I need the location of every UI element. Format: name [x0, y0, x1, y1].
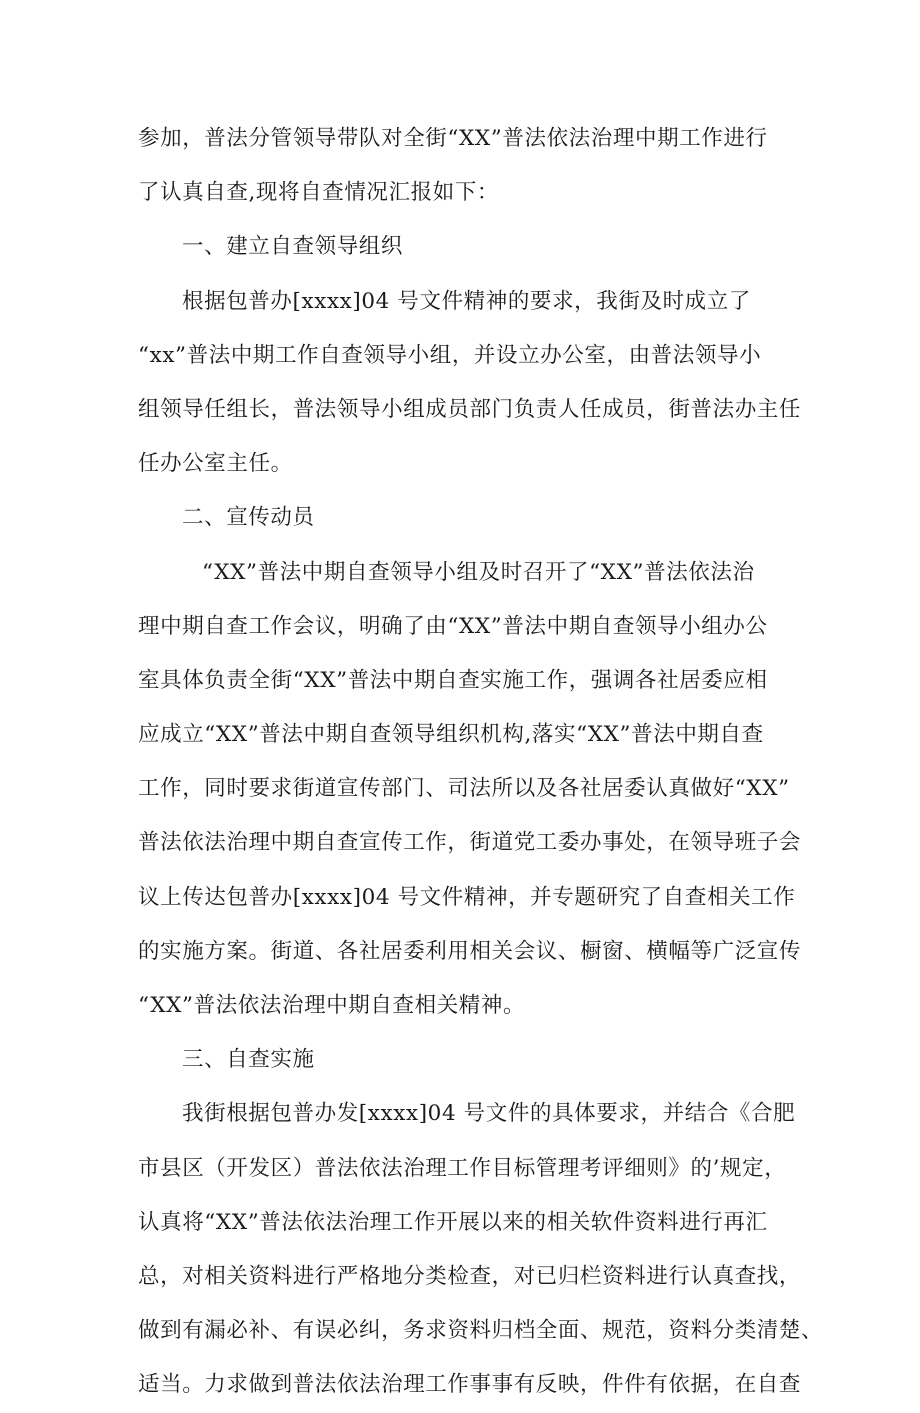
body-line: 室具体负责全街“XX”普法中期自查实施工作，强调各社居委应相 — [138, 667, 768, 693]
body-line: 总，对相关资料进行严格地分类检查，对已归栏资料进行认真查找， — [138, 1263, 802, 1289]
body-line: 适当。力求做到普法依法治理工作事事有反映，件件有依据，在自查 — [138, 1372, 802, 1398]
body-line: 普法依法治理中期自查宣传工作，街道党工委办事处，在领导班子会 — [138, 830, 802, 856]
document-body — [138, 112, 824, 1413]
body-line: “XX”普法依法治理中期自查相关精神。 — [138, 993, 526, 1018]
body-line: 任办公室主任。 — [138, 451, 293, 477]
body-line: 我街根据包普办发[xxxx]04 号文件的具体要求，并结合《合肥 — [182, 1101, 796, 1127]
body-line: 的实施方案。街道、各社居委利用相关会议、橱窗、横幅等广泛宣传 — [138, 938, 802, 964]
body-line: 工作，同时要求街道宣传部门、司法所以及各社居委认真做好“XX” — [138, 776, 790, 802]
body-line: 应成立“XX”普法中期自查领导组织机构,落实“XX”普法中期自查 — [138, 722, 764, 748]
body-line: 理中期自查工作会议，明确了由“XX”普法中期自查领导小组办公 — [138, 613, 768, 639]
body-line: “xx”普法中期工作自查领导小组，并设立办公室，由普法领导小 — [138, 342, 762, 368]
body-line: “XX”普法中期自查领导小组及时召开了“XX”普法依法治 — [202, 559, 755, 585]
body-line: 根据包普办[xxxx]04 号文件精神的要求，我街及时成立了 — [182, 288, 751, 314]
body-line: 了认真自查,现将自查情况汇报如下： — [138, 180, 500, 206]
body-line: 市县区（开发区）普法依法治理工作目标管理考评细则》的’规定， — [138, 1155, 787, 1181]
section-heading-2: 二、宣传动员 — [182, 505, 315, 531]
body-line: 组领导任组长，普法领导小组成员部门负责人任成员，街普法办主任 — [138, 396, 802, 422]
body-line: 做到有漏必补、有误必纠，务求资料归档全面、规范，资料分类清楚、 — [138, 1318, 824, 1344]
body-line: 议上传达包普办[xxxx]04 号文件精神，并专题研究了自查相关工作 — [138, 884, 796, 910]
section-heading-3: 三、自查实施 — [182, 1047, 315, 1073]
body-line: 认真将“XX”普法依法治理工作开展以来的相关软件资料进行再汇 — [138, 1209, 768, 1235]
section-heading-1: 一、建立自查领导组织 — [182, 234, 404, 260]
body-line: 参加，普法分管领导带队对全街“XX”普法依法治理中期工作进行 — [138, 126, 768, 151]
